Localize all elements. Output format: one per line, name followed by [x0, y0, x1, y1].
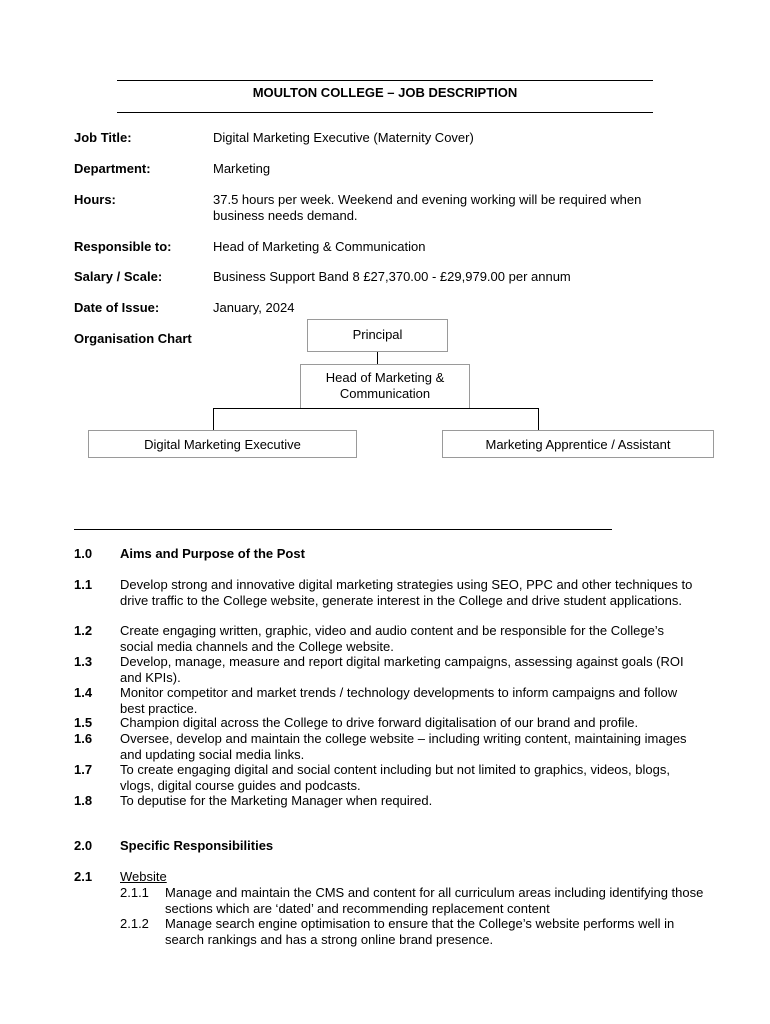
item-1-6-number: 1.6 [74, 731, 93, 746]
job-title-label: Job Title: [74, 130, 132, 145]
responsible-to-value: Head of Marketing & Communication [213, 239, 426, 254]
department-value: Marketing [213, 161, 271, 176]
org-box-principal [307, 319, 448, 352]
item-1-8-text: To deputise for the Marketing Manager when required. [120, 793, 433, 808]
item-1-8-number: 1.8 [74, 793, 93, 808]
item-1-4-text: Monitor competitor and market trends / technology developments to inform campaigns and follow best practice. [120, 685, 678, 716]
item-1-2-text: Create engaging written, graphic, video and audio content and be responsible for the College’s social media channels and the College website. [120, 623, 664, 654]
org-box-digital-marketing-executive [88, 430, 357, 458]
header-rule-top [117, 80, 653, 81]
org-connector-principal-head [377, 352, 378, 364]
page-title: MOULTON COLLEGE – JOB DESCRIPTION [252, 85, 518, 100]
org-connector-horizontal [213, 408, 539, 409]
section-1-title: Aims and Purpose of the Post [120, 546, 305, 561]
section-2-number: 2.0 [74, 838, 93, 853]
org-connector-right [538, 408, 539, 430]
item-1-2-number: 1.2 [74, 623, 93, 638]
item-2-1-2-text: Manage search engine optimisation to ensure that the College’s website performs well in search rankings and has a strong online brand presence. [165, 916, 675, 947]
item-2-1-1-number: 2.1.1 [120, 885, 149, 900]
date-of-issue-label: Date of Issue: [74, 300, 160, 315]
department-label: Department: [74, 161, 151, 176]
responsible-to-label: Responsible to: [74, 239, 172, 254]
org-connector-left [213, 408, 214, 430]
job-title-value: Digital Marketing Executive (Maternity Cover) [213, 130, 474, 145]
hours-label: Hours: [74, 192, 116, 207]
org-box-head-of-marketing [300, 364, 470, 409]
item-1-3-text: Develop, manage, measure and report digital marketing campaigns, assessing against goals (ROI and KPIs). [120, 654, 684, 685]
salary-value: Business Support Band 8 £27,370.00 - £29,979.00 per annum [213, 269, 571, 284]
item-2-1-2-number: 2.1.2 [120, 916, 149, 931]
item-1-5-number: 1.5 [74, 715, 93, 730]
item-1-1-text: Develop strong and innovative digital marketing strategies using SEO, PPC and other techniques to drive traffic to the College website, generate interest in the College and drive student applications. [120, 577, 693, 608]
date-of-issue-value: January, 2024 [213, 300, 295, 315]
item-1-7-number: 1.7 [74, 762, 93, 777]
item-1-1-number: 1.1 [74, 577, 93, 592]
org-box-marketing-apprentice [442, 430, 714, 458]
item-1-6-text: Oversee, develop and maintain the college website – including writing content, maintaining images and updating social media links. [120, 731, 687, 762]
section-divider [74, 529, 612, 530]
section-2-title: Specific Responsibilities [120, 838, 274, 853]
org-chart-label: Organisation Chart [74, 331, 192, 346]
item-2-1-title: Website [120, 869, 167, 884]
org-box-principal-label: Principal [352, 327, 403, 342]
org-box-digital-marketing-executive-label: Digital Marketing Executive [144, 437, 301, 452]
section-1-number: 1.0 [74, 546, 93, 561]
org-box-head-of-marketing-label: Head of Marketing & Communication [325, 370, 445, 401]
item-1-4-number: 1.4 [74, 685, 93, 700]
org-box-marketing-apprentice-label: Marketing Apprentice / Assistant [485, 437, 671, 452]
header-rule-bottom [117, 112, 653, 113]
item-1-7-text: To create engaging digital and social content including but not limited to graphics, videos, blogs, vlogs, digital course guides and podcasts. [120, 762, 670, 793]
item-1-3-number: 1.3 [74, 654, 93, 669]
salary-label: Salary / Scale: [74, 269, 163, 284]
item-2-1-1-text: Manage and maintain the CMS and content for all curriculum areas including identifying those sections which are ‘dated’ and recommending replacement content [165, 885, 704, 916]
item-1-5-text: Champion digital across the College to drive forward digitalisation of our brand and profile. [120, 715, 639, 730]
hours-value: 37.5 hours per week. Weekend and evening working will be required when business needs demand. [213, 192, 642, 223]
item-2-1-number: 2.1 [74, 869, 93, 884]
